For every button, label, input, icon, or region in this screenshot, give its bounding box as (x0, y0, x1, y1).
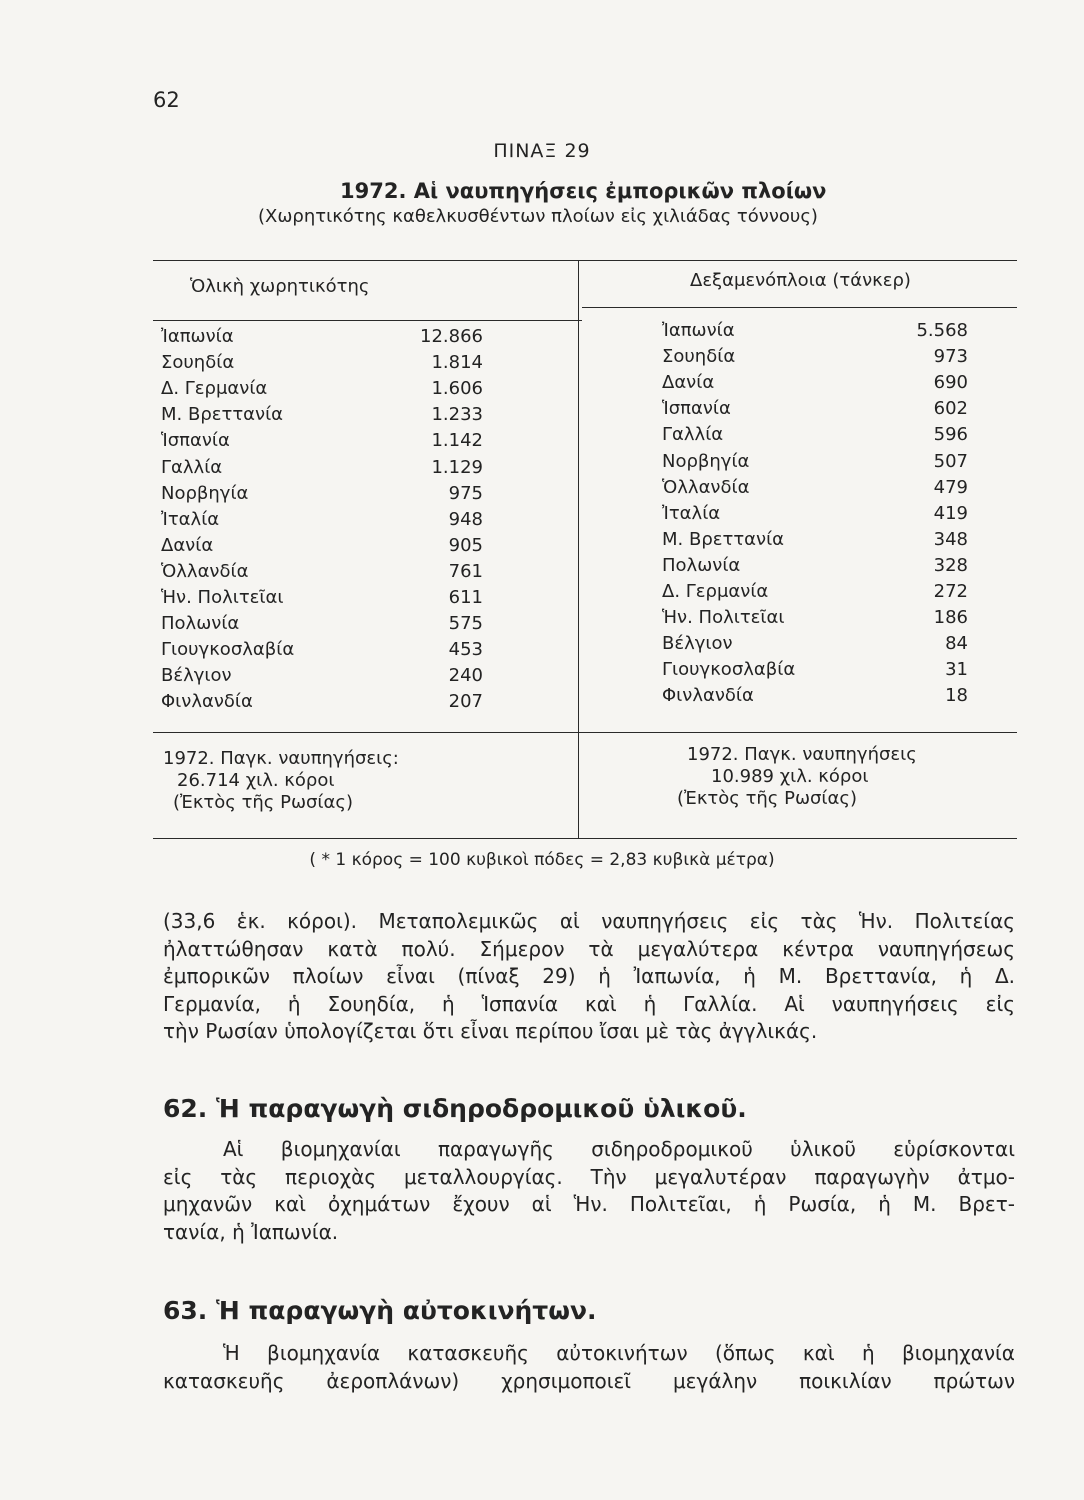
left-total-line1: 1972. Παγκ. ναυπηγήσεις: (163, 748, 399, 769)
table-bottom-rule (153, 838, 1017, 839)
table-row (662, 424, 968, 450)
paragraph-line: Ἡ βιομηχανία κατασκευῆς αὐτοκινήτων (ὅπως καὶ ἡ βιομηχανία (223, 1341, 1015, 1365)
country-name: Ἰταλία (662, 502, 721, 524)
country-name: Ἱσπανία (161, 430, 230, 452)
table-footnote: ( * 1 κόρος = 100 κυβικοὶ πόδες = 2,83 κυβικὰ μέτρα) (309, 850, 775, 870)
tonnage-value: 207 (448, 691, 483, 713)
table-row (662, 633, 968, 659)
country-name: Πολωνία (662, 554, 741, 576)
header-rule-right (582, 307, 1017, 308)
country-name: Βέλγιον (662, 633, 733, 655)
country-name: Ἱσπανία (662, 398, 731, 420)
table-title: 1972. Αἱ ναυπηγήσεις ἐμπορικῶν πλοίων (340, 179, 827, 203)
right-column-header: Δεξαμενόπλοια (τάνκερ) (690, 270, 911, 291)
table-row (161, 326, 483, 352)
tonnage-value: 479 (933, 476, 968, 498)
paragraph-line: τανία, ἡ Ἰαπωνία. (163, 1219, 339, 1244)
tonnage-value: 948 (448, 508, 483, 530)
table-row (161, 613, 483, 639)
paragraph-line: (33,6 ἑκ. κόροι). Μεταπολεμικῶς αἱ ναυπηγήσεις εἰς τὰς Ἡν. Πολιτείας (163, 909, 1015, 933)
country-name: Ἰαπωνία (161, 326, 234, 347)
table-row (161, 665, 483, 691)
paragraph-line: εἰς τὰς περιοχὰς μεταλλουργίας. Τὴν μεγαλυτέραν παραγωγὴν ἀτμο- (163, 1164, 1015, 1189)
totals-rule (153, 732, 1017, 733)
country-name: Ὁλλανδία (161, 560, 249, 582)
country-name: Νορβηγία (161, 482, 249, 504)
table-row (161, 483, 483, 509)
country-name: Φινλανδία (662, 685, 754, 707)
table-row (161, 430, 483, 456)
table-row (161, 535, 483, 561)
tonnage-value: 905 (448, 534, 483, 556)
section-63-body (163, 1340, 1015, 1395)
country-name: Ἡν. Πολιτεῖαι (161, 587, 284, 608)
paragraph-line: ἠλαττώθησαν κατὰ πολύ. Σήμερον τὰ μεγαλύτερα κέντρα ναυπηγήσεως (163, 936, 1015, 961)
tonnage-value: 272 (933, 581, 968, 602)
right-total (665, 744, 917, 810)
right-total-line2: 10.989 χιλ. κόροι (711, 766, 869, 787)
tonnage-value: 575 (448, 613, 483, 635)
tonnage-value: 602 (933, 398, 968, 420)
country-name: Βέλγιον (161, 665, 232, 687)
tonnage-value: 1.233 (431, 404, 483, 426)
country-name: Δ. Γερμανία (161, 378, 268, 400)
tonnage-value: 5.568 (916, 320, 968, 341)
country-name: Φινλανδία (161, 691, 253, 713)
paragraph-line: κατασκευῆς ἀεροπλάνων) χρησιμοποιεῖ μεγάλην ποικιλίαν πρώτων (163, 1368, 1015, 1393)
table-row (662, 503, 968, 529)
country-name: Ἡν. Πολιτεῖαι (662, 607, 785, 629)
tonnage-value: 348 (933, 528, 968, 550)
tonnage-value: 1.606 (431, 378, 483, 400)
table-row (662, 477, 968, 503)
section-62-heading: 62. Ἡ παραγωγὴ σιδηροδρομικοῦ ὑλικοῦ. (163, 1094, 747, 1123)
country-name: Ἰταλία (161, 508, 220, 530)
tonnage-value: 186 (933, 607, 968, 629)
country-name: Σουηδία (161, 352, 235, 374)
paragraph-line: Γερμανία, ἡ Σουηδία, ἡ Ἱσπανία καὶ ἡ Γαλλία. Αἱ ναυπηγήσεις εἰς (163, 991, 1015, 1016)
table-row (662, 659, 968, 685)
tonnage-value: 453 (448, 639, 483, 661)
table-row (161, 509, 483, 535)
tonnage-value: 18 (945, 685, 968, 707)
tonnage-value: 975 (448, 482, 483, 504)
paragraph-line: ἐμπορικῶν πλοίων εἶναι (πίναξ 29) ἡ Ἰαπωνία, ἡ Μ. Βρεττανία, ἡ Δ. (163, 964, 1015, 988)
right-total-line1: 1972. Παγκ. ναυπηγήσεις (687, 744, 917, 765)
country-name: Δ. Γερμανία (662, 581, 769, 602)
table-row (662, 320, 968, 346)
section-63-heading: 63. Ἡ παραγωγὴ αὐτοκινήτων. (163, 1296, 597, 1325)
table-row (161, 378, 483, 404)
tonnage-value: 328 (933, 554, 968, 576)
country-name: Σουηδία (662, 346, 736, 368)
table-row (161, 691, 483, 717)
tonnage-value: 31 (945, 659, 968, 681)
table-row (161, 352, 483, 378)
country-name: Γαλλία (161, 456, 223, 478)
tonnage-value: 12.866 (420, 326, 483, 347)
tonnage-value: 690 (933, 372, 968, 394)
left-total (163, 748, 399, 814)
table-row (662, 685, 968, 711)
tonnage-value: 1.142 (431, 430, 483, 452)
tonnage-value: 596 (933, 424, 968, 446)
country-name: Γιουγκοσλαβία (662, 659, 796, 681)
country-name: Μ. Βρεττανία (662, 528, 785, 550)
country-name: Ὁλλανδία (662, 476, 750, 498)
tonnage-value: 1.814 (431, 352, 483, 374)
country-name: Ἰαπωνία (662, 320, 735, 341)
left-total-line3: (Ἐκτὸς τῆς Ρωσίας) (173, 792, 353, 813)
table-top-rule (153, 260, 1017, 261)
paragraph-line: τὴν Ρωσίαν ὑπολογίζεται ὅτι εἶναι περίπου ἴσαι μὲ τὰς ἀγγλικάς. (163, 1019, 818, 1043)
table-row (161, 561, 483, 587)
country-name: Γαλλία (662, 424, 724, 446)
country-name: Νορβηγία (662, 450, 750, 472)
column-divider (578, 260, 579, 838)
table-row (662, 581, 968, 607)
tonnage-value: 240 (448, 665, 483, 687)
table-row (161, 639, 483, 665)
tonnage-value: 507 (933, 450, 968, 472)
tonnage-value: 84 (945, 633, 968, 655)
paragraph-line: Αἱ βιομηχανίαι παραγωγῆς σιδηροδρομικοῦ ὑλικοῦ εὑρίσκονται (223, 1137, 1015, 1161)
left-column-header: Ὁλικὴ χωρητικότης (190, 276, 370, 297)
country-name: Μ. Βρεττανία (161, 404, 284, 426)
table-row (161, 587, 483, 613)
table-row (662, 372, 968, 398)
tonnage-value: 419 (933, 502, 968, 524)
paragraph-line: μηχανῶν καὶ ὀχημάτων ἔχουν αἱ Ἡν. Πολιτεῖαι, ἡ Ρωσία, ἡ Μ. Βρετ- (163, 1192, 1015, 1216)
section-62-body (163, 1136, 1015, 1246)
table-row (662, 346, 968, 372)
table-row (161, 404, 483, 430)
table-row (662, 555, 968, 581)
paragraph-shipbuilding (163, 908, 1015, 1046)
country-name: Γιουγκοσλαβία (161, 639, 295, 661)
country-name: Δανία (662, 372, 715, 394)
tonnage-value: 761 (448, 560, 483, 582)
tonnage-value: 973 (933, 346, 968, 368)
table-subtitle: (Χωρητικότης καθελκυσθέντων πλοίων εἰς χιλιάδας τόννους) (258, 206, 818, 227)
tonnage-value: 1.129 (431, 456, 483, 478)
header-rule-left (153, 320, 582, 321)
table-row (161, 457, 483, 483)
table-row (662, 529, 968, 555)
tonnage-value: 611 (448, 587, 483, 608)
table-label: ΠΙΝΑΞ 29 (493, 140, 591, 162)
left-total-line2: 26.714 χιλ. κόροι (177, 770, 335, 791)
right-total-line3: (Ἐκτὸς τῆς Ρωσίας) (677, 788, 857, 809)
table-row (662, 398, 968, 424)
page-number: 62 (153, 88, 180, 112)
country-name: Δανία (161, 534, 214, 556)
country-name: Πολωνία (161, 613, 240, 635)
table-row (662, 451, 968, 477)
table-row (662, 607, 968, 633)
